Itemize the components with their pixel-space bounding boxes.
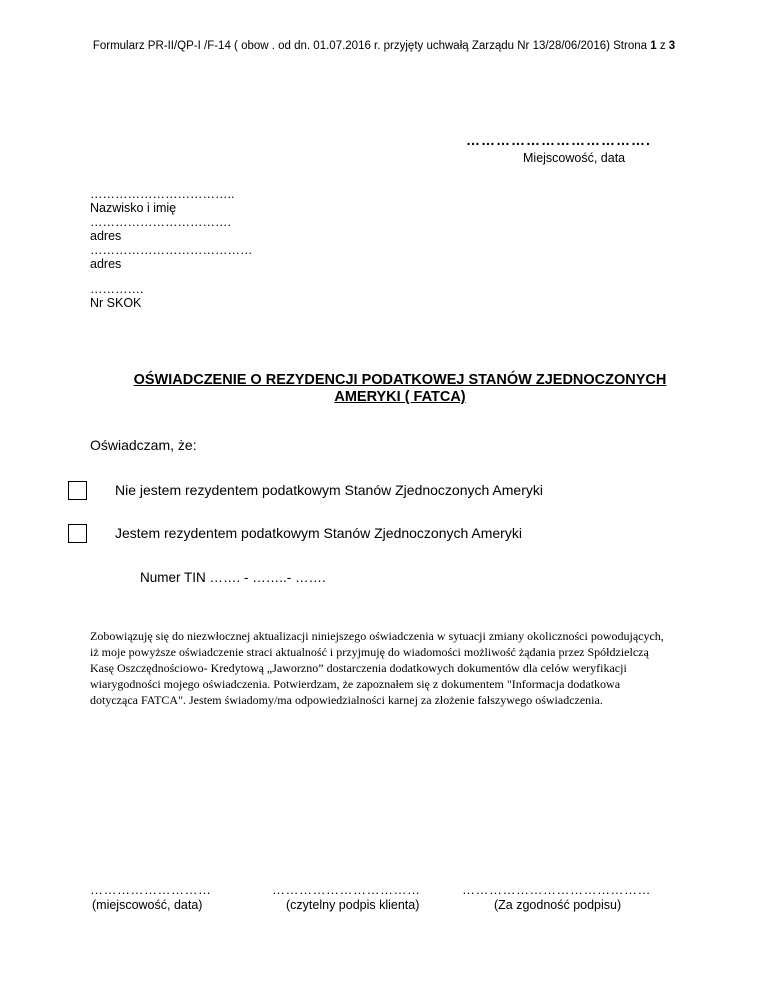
- signature-verification-field[interactable]: ……………………………………: [462, 882, 651, 897]
- declaration-intro: Oświadczam, że:: [90, 437, 197, 453]
- signature-place-date-field[interactable]: ………………………: [90, 882, 212, 897]
- document-title: [90, 372, 710, 406]
- client-signature-label: (czytelny podpis klienta): [286, 898, 420, 912]
- paragraph-line: dotycząca FATCA". Jestem świadomy/ma odpowiedzialności karnej za złożenie fałszywego oświadczenia.: [90, 693, 603, 707]
- tin-number-field[interactable]: Numer TIN ……. - ……..- …….: [140, 570, 326, 585]
- name-field[interactable]: ……………………………..: [90, 187, 235, 201]
- not-resident-label: Nie jestem rezydentem podatkowym Stanów Zjednoczonych Ameryki: [115, 482, 543, 498]
- header-page-number: 1: [650, 40, 657, 52]
- name-label: Nazwisko i imię: [90, 201, 177, 215]
- signature-place-date-label: (miejscowość, data): [92, 898, 203, 912]
- form-header: [0, 40, 768, 52]
- address-field-1[interactable]: …………………………….: [90, 215, 231, 229]
- skok-number-label: Nr SKOK: [90, 296, 142, 310]
- header-text: Formularz PR-II/QP-I /F-14 ( obow . od dn. 01.07.2016 r. przyjęty uchwałą Zarządu Nr 13/28/06/2016) Strona: [92, 40, 651, 52]
- document-title-line-1: OŚWIADCZENIE O REZYDENCJI PODATKOWEJ STANÓW ZJEDNOCZONYCH: [133, 372, 667, 388]
- skok-number-field[interactable]: ………….: [90, 282, 144, 296]
- signature-verification-label: (Za zgodność podpisu): [494, 898, 622, 912]
- address-label-2: adres: [90, 257, 122, 271]
- resident-label: Jestem rezydentem podatkowym Stanów Zjednoczonych Ameryki: [115, 525, 522, 541]
- paragraph-line: Zobowiązuję się do niezwłocznej aktualizacji niniejszego oświadczenia w sytuacji zmiany okoliczności powodujących,: [90, 629, 664, 643]
- document-title-line-2: AMERYKI ( FATCA): [334, 389, 466, 405]
- paragraph-line: iż moje powyższe oświadczenie straci aktualność i przyjmuję do wiadomości możliwość żądania przez Spółdzielczą: [90, 645, 649, 659]
- client-signature-field[interactable]: ……………………………: [272, 882, 421, 897]
- resident-checkbox[interactable]: [68, 524, 87, 543]
- place-date-label: Miejscowość, data: [523, 151, 626, 165]
- place-date-field[interactable]: ……………………………….: [466, 132, 651, 148]
- header-total-pages: 3: [668, 40, 676, 52]
- paragraph-line: wiarygodności mojego oświadczenia. Potwierdzam, że zapoznałem się z dokumentem "Informacja dodatkowa: [90, 677, 621, 691]
- obligation-paragraph: [90, 628, 730, 708]
- not-resident-checkbox[interactable]: [68, 481, 87, 500]
- address-label-1: adres: [90, 229, 122, 243]
- address-field-2[interactable]: …………………………………: [90, 243, 253, 257]
- header-of: z: [656, 40, 669, 52]
- paragraph-line: Kasę Oszczędnościowo- Kredytową „Jaworzno” dostarczenia dodatkowych dokumentów dla celów weryfikacji: [90, 661, 627, 675]
